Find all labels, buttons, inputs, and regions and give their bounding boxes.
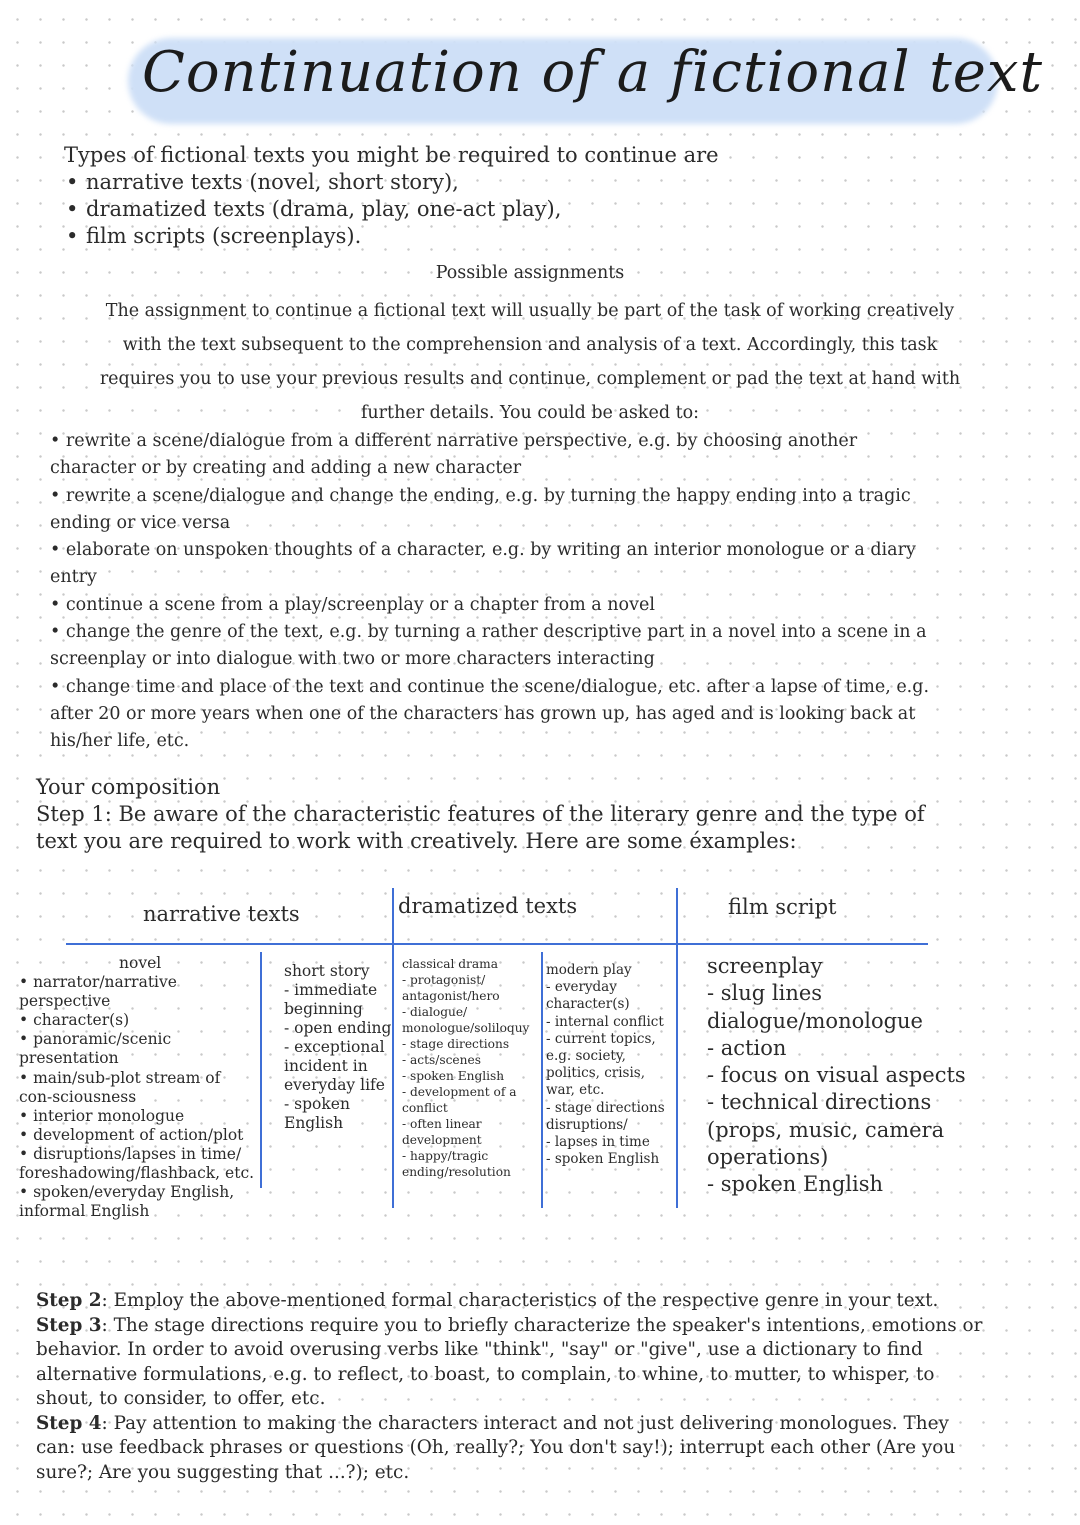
assignments-bullets: [50, 428, 1040, 756]
table-cell-line: • development of action/plot: [19, 1125, 244, 1144]
table-cell-line: operations): [707, 1145, 829, 1170]
list-item: • film scripts (screenplays).: [86, 223, 964, 250]
table-divider-dramatized-film: [676, 888, 678, 1208]
table-cell-line: e.g. society,: [546, 1048, 626, 1065]
table-cell-line: politics, crisis,: [546, 1065, 646, 1082]
paragraph-line: with the text subsequent to the comprehension and analysis of a text. Accordingly, this task: [122, 335, 938, 355]
table-cell-line: • interior monologue: [19, 1106, 185, 1125]
table-cell-line: development: [402, 1133, 482, 1147]
step4-text: : Pay attention to making the characters interact and not just delivering monologues. They: [101, 1412, 949, 1434]
table-cell-line: - open ending: [284, 1019, 392, 1037]
table-cell-line: monologue/soliloquy: [402, 1021, 530, 1035]
step3-line: [36, 1314, 1046, 1339]
bullet-line: ending or vice versa: [50, 512, 231, 533]
step4-line: can: use feedback phrases or questions (Oh, really?; You don't say!); interrupt each other (Are you: [36, 1437, 956, 1458]
table-cell-line: - lapses in time: [546, 1134, 650, 1151]
table-cell-line: character(s): [546, 996, 630, 1013]
header-narrative-texts: narrative texts: [143, 902, 300, 926]
step3-text: : The stage directions require you to briefly characterize the speaker's intentions, emotions or: [101, 1314, 983, 1336]
table-cell-line: - technical directions: [707, 1090, 932, 1115]
classical-drama-column: [402, 956, 529, 1180]
bullet-line: character or by creating and adding a new character: [50, 458, 522, 479]
table-cell-line: perspective: [19, 992, 111, 1011]
assignments-heading: Possible assignments: [435, 263, 625, 283]
bullet-line: • change the genre of the text, e.g. by turning a rather descriptive part in a novel into a scene in a: [50, 622, 927, 643]
list-item: • narrative texts (novel, short story),: [86, 169, 964, 196]
table-divider-classical-modern: [541, 952, 543, 1208]
table-cell-line: - exceptional: [284, 1038, 385, 1056]
table-cell-line: - dialogue/: [402, 1005, 468, 1019]
table-cell-line: - immediate: [284, 981, 378, 999]
bullet-line: • change time and place of the text and continue the scene/dialogue, etc. after a lapse of time, e.g.: [50, 676, 930, 697]
bullet-line: screenplay or into dialogue with two or more characters interacting: [50, 649, 655, 670]
page-title: Continuation of a fictional text: [142, 40, 1044, 105]
header-dramatized-texts: dramatized texts: [398, 894, 578, 918]
paragraph-line: The assignment to continue a fictional text will usually be part of the task of working creatively: [105, 301, 955, 321]
assignments-paragraph: [52, 294, 1008, 430]
table-cell-line: incident in: [284, 1057, 368, 1075]
table-cell-line: - spoken: [284, 1095, 350, 1113]
table-cell-line: - everyday: [546, 979, 617, 996]
table-cell-line: presentation: [19, 1049, 119, 1068]
novel-heading: novel: [119, 954, 162, 972]
bullet-line: • rewrite a scene/dialogue and change the ending, e.g. by turning the happy ending into a tragic: [50, 485, 911, 506]
step3-label: Step 3: [36, 1314, 102, 1336]
title-block: [118, 26, 1044, 134]
bullet-line: his/her life, etc.: [50, 731, 190, 752]
table-cell-line: - happy/tragic: [402, 1149, 489, 1163]
step4-label: Step 4: [36, 1412, 102, 1434]
table-cell-line: con-sciousness: [19, 1087, 137, 1106]
bullet-line: entry: [50, 567, 97, 588]
table-cell-line: - spoken English: [707, 1172, 884, 1197]
table-cell-line: - focus on visual aspects: [707, 1063, 966, 1088]
step4-line: sure?; Are you suggesting that ...?); etc.: [36, 1461, 410, 1483]
bullet-line: • rewrite a scene/dialogue from a different narrative perspective, e.g. by choosing another: [50, 431, 858, 451]
table-cell-line: (props, music, camera: [707, 1117, 945, 1142]
table-cell-line: • narrator/narrative: [19, 973, 177, 992]
table-divider-novel-shortstory: [260, 952, 262, 1188]
table-cell-line: - acts/scenes: [402, 1053, 481, 1067]
table-cell-line: - slug lines: [707, 981, 823, 1006]
table-cell-line: - often linear: [402, 1117, 482, 1131]
step2-line: [36, 1289, 1046, 1314]
step2-text: : Employ the above-mentioned formal characteristics of the respective genre in your text.: [101, 1290, 939, 1311]
bullet-line: after 20 or more years when one of the characters has grown up, has aged and is looking back at: [50, 703, 916, 724]
table-cell-line: informal English: [19, 1202, 150, 1221]
composition-section: [36, 774, 1036, 855]
table-cell-line: antagonist/hero: [402, 989, 500, 1003]
step2-label: Step 2: [36, 1290, 102, 1311]
step3-line: shout, to consider, to offer, etc.: [36, 1388, 326, 1409]
table-cell-line: - development of a: [402, 1085, 517, 1099]
table-cell-line: - spoken English: [402, 1069, 505, 1083]
step1-line: Step 1: Be aware of the characteristic features of the literary genre and the type of: [36, 802, 925, 826]
table-cell-line: • main/sub-plot stream of: [19, 1068, 221, 1087]
short-story-column: [284, 962, 391, 1133]
list-item: • dramatized texts (drama, play, one-act play),: [86, 196, 964, 223]
bullet-line: • elaborate on unspoken thoughts of a character, e.g. by writing an interior monologue or a diary: [50, 540, 916, 561]
screenplay-heading: screenplay: [707, 954, 823, 978]
step1-line: text you are required to work with creatively. Here are some éxamples:: [36, 829, 797, 853]
table-cell-line: - internal conflict: [546, 1013, 664, 1030]
table-cell-line: • character(s): [19, 1011, 130, 1030]
table-header-divider: [66, 943, 928, 945]
table-cell-line: dialogue/monologue: [707, 1008, 923, 1033]
table-cell-line: - protagonist/: [402, 973, 486, 987]
composition-heading: Your composition: [36, 775, 221, 799]
modern-play-heading: modern play: [546, 962, 632, 978]
table-cell-line: - action: [707, 1035, 787, 1060]
table-cell-line: ending/resolution: [402, 1165, 511, 1179]
novel-column: [19, 954, 254, 1221]
table-cell-line: - stage directions: [546, 1099, 665, 1116]
table-divider-narrative-dramatized: [392, 888, 394, 1208]
table-cell-line: English: [284, 1114, 344, 1132]
paragraph-line: further details. You could be asked to:: [360, 403, 700, 423]
table-cell-line: everyday life: [284, 1076, 385, 1094]
table-cell-line: disruptions/: [546, 1116, 628, 1133]
table-cell-line: beginning: [284, 1000, 363, 1018]
step3-line: behavior. In order to avoid overusing verbs like "think", "say" or "give", use a dictionary to find: [36, 1339, 923, 1360]
modern-play-column: [546, 962, 665, 1168]
step3-line: alternative formulations, e.g. to reflect, to boast, to complain, to whine, to mutter, to whisper, to: [36, 1363, 935, 1385]
steps-section: [36, 1289, 1046, 1485]
screenplay-column: [707, 953, 966, 1199]
header-film-script: film script: [728, 895, 837, 919]
paragraph-line: requires you to use your previous results and continue, complement or pad the text at hand with: [99, 369, 961, 389]
types-section: [64, 142, 964, 250]
table-cell-line: - spoken English: [546, 1151, 660, 1168]
short-story-heading: short story: [284, 962, 370, 980]
types-intro: Types of fictional texts you might be required to continue are: [64, 143, 719, 167]
table-cell-line: • spoken/everyday English,: [19, 1183, 235, 1202]
table-cell-line: conflict: [402, 1101, 448, 1115]
table-cell-line: - current topics,: [546, 1030, 656, 1047]
types-list: [64, 169, 964, 250]
table-cell-line: • disruptions/lapses in time/: [19, 1144, 242, 1163]
table-cell-line: • panoramic/scenic: [19, 1030, 172, 1049]
table-cell-line: foreshadowing/flashback, etc.: [19, 1164, 255, 1183]
table-cell-line: - stage directions: [402, 1037, 510, 1051]
table-cell-line: war, etc.: [546, 1082, 605, 1099]
bullet-line: • continue a scene from a play/screenplay or a chapter from a novel: [50, 594, 655, 615]
classical-drama-heading: classical drama: [402, 957, 498, 971]
step4-line: [36, 1412, 1046, 1437]
